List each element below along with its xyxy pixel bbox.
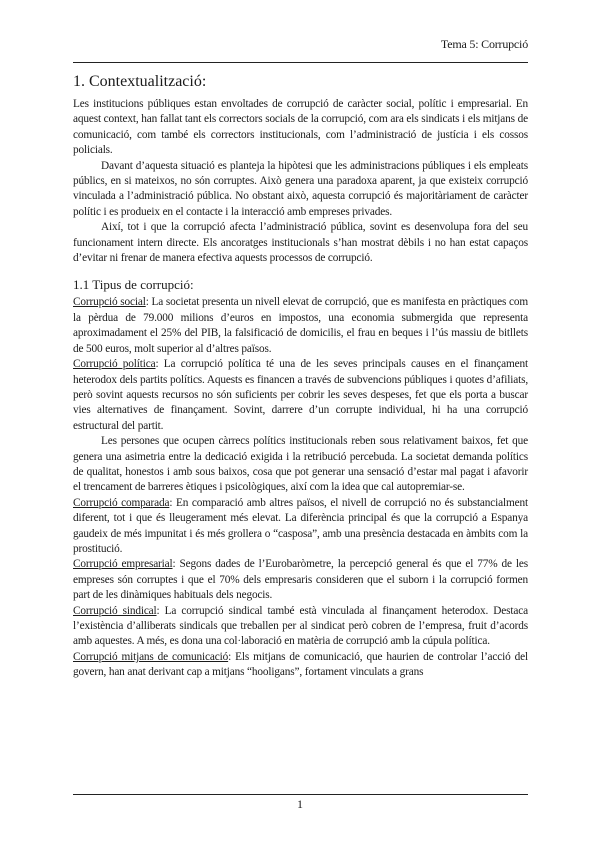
term-description: : Segons dades de l’Eurobaròmetre, la percepció general és que el 77% de les empreses són corruptes i que el 70% dels empresaris consideren que el suborn i la corrupció formen part de les dinàmiques habituals dels negocis. — [73, 558, 528, 602]
header-divider — [73, 62, 528, 63]
paragraph: Així, tot i que la corrupció afecta l’administració pública, sovint es desenvolupa fora del seu funcionament intern directe. Els ancoratges institucionals s’han mostrat dèbils i no han estat capaços d’evitar ni frenar de manera efectiva aquests processos de corrupció. — [73, 221, 528, 265]
paragraph: Les persones que ocupen càrrecs polítics institucionals reben sous relativament baixos, fet que genera una asimetria entre la dedicació exigida i la retribució percebuda. La societat demanda polítics de qualitat, honestos i amb sous baixos, cosa que pot generar una sensació d’estar mal pagat i afavorir el trencament de barreres ètiques i psicològiques, així com la idea que cal autopremiar-se. — [73, 435, 528, 494]
term-description: : La corrupció sindical també està vinculada al finançament heterodox. Destaca l’existència d’alliberats sindicals que treballen per al sindicat però cobren de l’empresa, fruit d’acords amb aquestes. A més, es dona una col·laboració en matèria de corrupció amb la cúpula política. — [73, 604, 528, 648]
term-description: : Els mitjans de comunicació, que haurien de controlar l’acció del govern, han anat derivant cap a mitjans “hooligans”, fortament vinculats a grans — [73, 650, 528, 679]
term-description: : La societat presenta un nivell elevat de corrupció, que es manifesta en pràctiques com la pèrdua de 79.000 milions d’euros en impostos, una economia submergida que representa aproximadament el 25% del PIB, la falsificació de domicilis, el frau en beques i l’ús massiu de bitllets de 500 euros, molt superior al d’altres països. — [73, 296, 528, 355]
footer-divider — [73, 794, 528, 795]
term-label: Corrupció social — [73, 296, 146, 309]
term-description: : La corrupció política té una de les seves principals causes en el finançament heterodox dels partits polítics. Aquests es financen a través de subvencions públiques i quotes d’afiliats, però sovint aquests recursos no són suficients per cobrir les seves despeses, fet que els porta a buscar vies alternatives de finançament. Sovint, darrere d’un corrupte individual, hi ha una corrupció estructural del partit. — [73, 358, 529, 432]
section-heading-tipus-corrupcio: 1.1 Tipus de corrupció: — [73, 277, 194, 293]
paragraph: Davant d’aquesta situació es planteja la hipòtesi que les administracions públiques i els empleats públics, en si mateixos, no són corruptes. Això genera una paradoxa aparent, ja que existeix corrupció vinculada a l’administració pública. No obstant això, aquesta corrupció és majoritàriament de caràcter polític i es produeix en el contacte i la interacció amb empreses privades. — [73, 159, 528, 218]
corruption-type-comparada — [73, 496, 528, 558]
paragraph: Les institucions públiques estan envoltades de corrupció de caràcter social, polític i empresarial. En aquest context, han fallat tant els correctors socials de la corrupció, com ara els sindicats i els mitjans de comunicació, com també els correctors institucionals, com l’administració de justícia i els cossos policials. — [73, 98, 528, 157]
term-label: Corrupció sindical — [73, 604, 157, 617]
page-number: 1 — [297, 797, 303, 811]
term-label: Corrupció empresarial — [73, 558, 173, 571]
term-label: Corrupció política — [73, 358, 156, 371]
running-header: Tema 5: Corrupció — [440, 37, 528, 51]
term-label: Corrupció mitjans de comunicació — [73, 650, 229, 663]
corruption-type-mitjans — [73, 650, 528, 681]
corruption-type-politica — [73, 357, 528, 434]
term-description: : En comparació amb altres països, el nivell de corrupció no és substancialment diferent, tot i que és lleugerament més elevat. La diferència principal és que la corrupció a Espanya gaudeix de més impunitat i és més grollera o “casposa”, amb una presència destacada en àmbits com la prostitució. — [73, 496, 528, 555]
term-label: Corrupció comparada — [73, 496, 170, 509]
corruption-type-sindical — [73, 604, 528, 650]
section-heading-contextualitzacio: 1. Contextualització: — [73, 73, 207, 90]
page-content — [73, 72, 528, 681]
corruption-type-social — [73, 295, 528, 357]
corruption-type-empresarial — [73, 557, 528, 603]
